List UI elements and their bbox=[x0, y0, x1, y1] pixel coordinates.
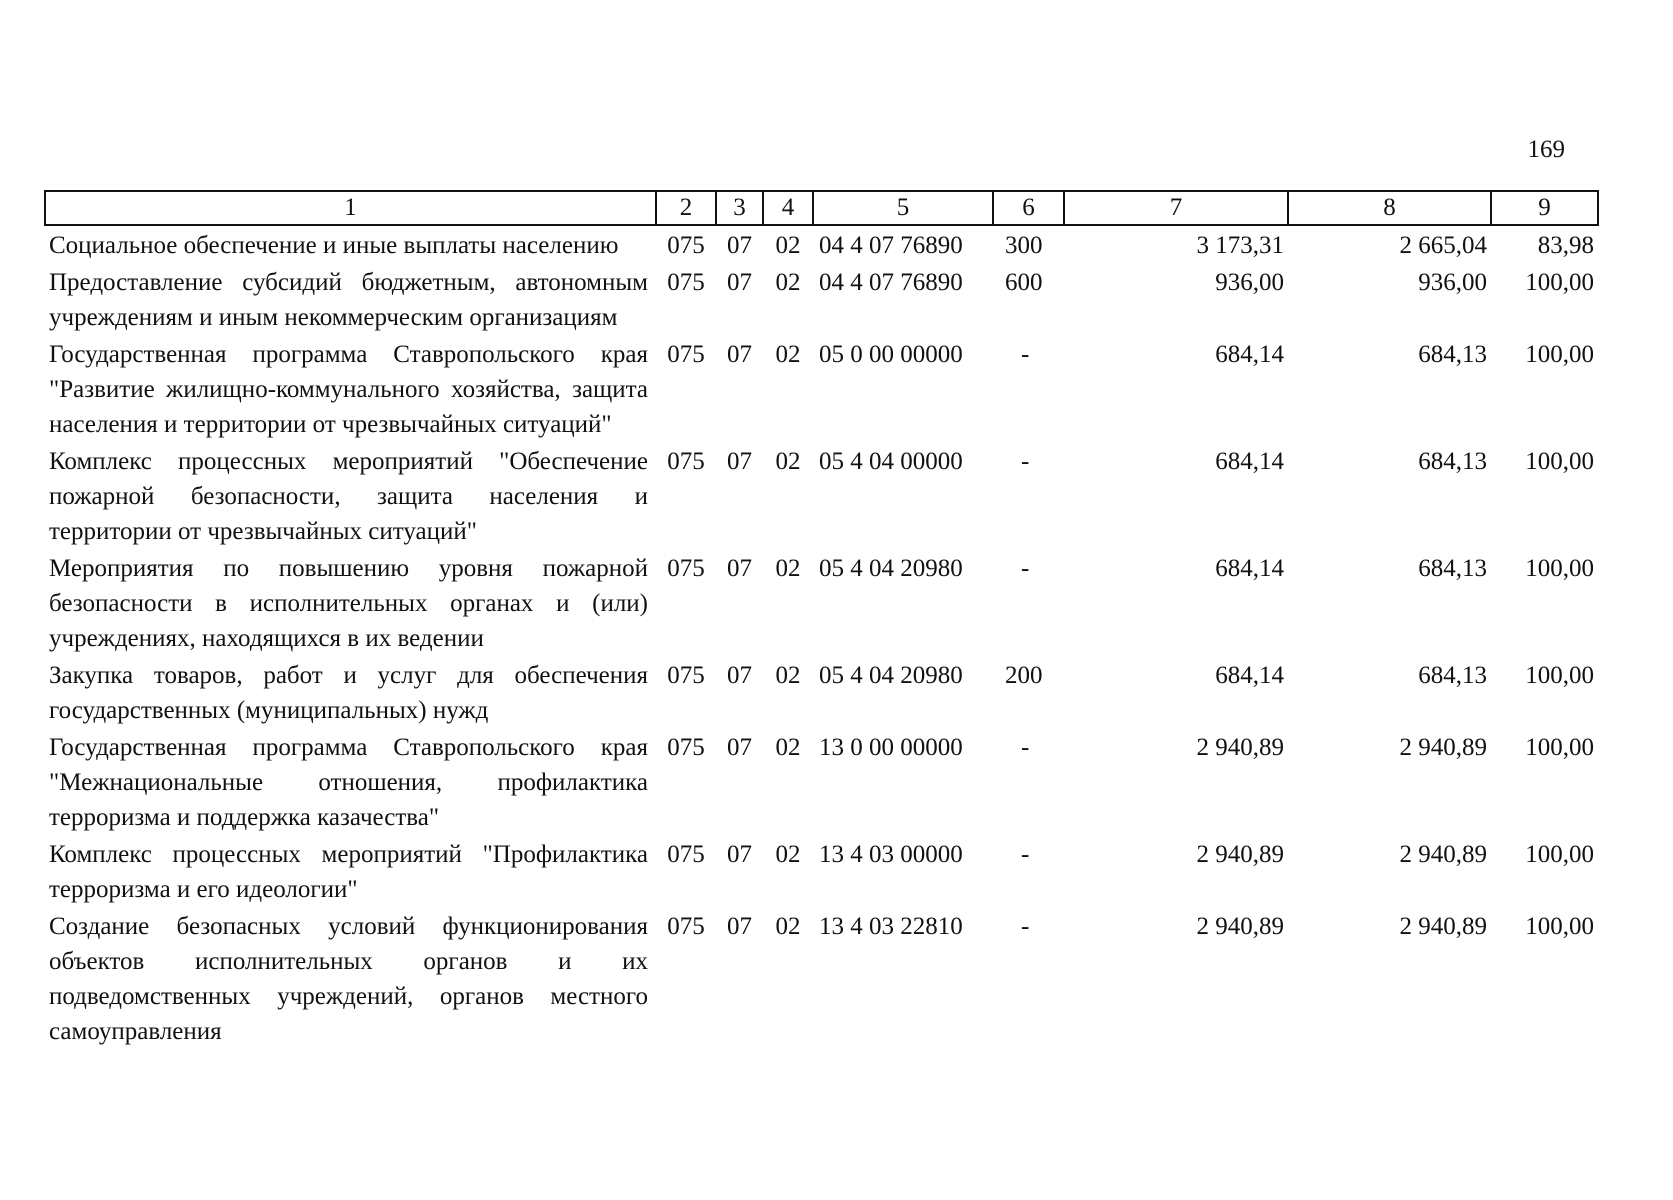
column-header: 4 bbox=[763, 191, 813, 225]
subsection-code: 02 bbox=[775, 232, 801, 259]
header-row bbox=[45, 191, 1598, 225]
budget-table bbox=[44, 190, 1599, 1049]
section-code: 07 bbox=[727, 734, 752, 761]
target-article-code: 13 0 00 00000 bbox=[819, 734, 963, 761]
target-article-code: 04 4 07 76890 bbox=[819, 269, 963, 296]
table-body bbox=[45, 225, 1598, 1049]
subsection-code: 02 bbox=[775, 841, 801, 868]
expense-type-code: - bbox=[1021, 555, 1030, 582]
execution-percent: 100,00 bbox=[1525, 734, 1594, 761]
section-code: 07 bbox=[727, 841, 752, 868]
actual-amount: 684,13 bbox=[1418, 662, 1487, 689]
column-header: 7 bbox=[1064, 191, 1288, 225]
section-code: 07 bbox=[727, 341, 752, 368]
subsection-code: 02 bbox=[775, 269, 801, 296]
section-code: 07 bbox=[727, 448, 752, 475]
plan-amount: 684,14 bbox=[1215, 662, 1284, 689]
plan-amount: 2 940,89 bbox=[1196, 734, 1284, 761]
subsection-code: 02 bbox=[775, 662, 801, 689]
execution-percent: 100,00 bbox=[1525, 662, 1594, 689]
actual-amount: 684,13 bbox=[1418, 555, 1487, 582]
row-name: Комплекс процессных мероприятий "Обеспечение пожарной безопасности, защита населения и территории от чрезвычайных ситуаций" bbox=[49, 448, 648, 545]
plan-amount: 2 940,89 bbox=[1196, 841, 1284, 868]
section-code: 07 bbox=[727, 662, 752, 689]
table-row bbox=[45, 835, 1598, 907]
column-header: 5 bbox=[813, 191, 993, 225]
table-row bbox=[45, 225, 1598, 263]
table-header bbox=[45, 191, 1598, 225]
target-article-code: 13 4 03 00000 bbox=[819, 841, 963, 868]
section-code: 07 bbox=[727, 269, 752, 296]
plan-amount: 684,14 bbox=[1215, 555, 1284, 582]
subsection-code: 02 bbox=[775, 913, 801, 940]
target-article-code: 13 4 03 22810 bbox=[819, 913, 963, 940]
plan-amount: 684,14 bbox=[1215, 341, 1284, 368]
target-article-code: 05 4 04 00000 bbox=[819, 448, 963, 475]
section-code: 07 bbox=[727, 232, 752, 259]
column-header: 6 bbox=[993, 191, 1064, 225]
row-name: Комплекс процессных мероприятий "Профилактика терроризма и его идеологии" bbox=[49, 841, 648, 903]
actual-amount: 684,13 bbox=[1418, 448, 1487, 475]
expense-type-code: 600 bbox=[1005, 269, 1043, 296]
ved-code: 075 bbox=[667, 341, 705, 368]
column-header: 9 bbox=[1491, 191, 1598, 225]
table-row bbox=[45, 263, 1598, 335]
target-article-code: 05 0 00 00000 bbox=[819, 341, 963, 368]
plan-amount: 936,00 bbox=[1215, 269, 1284, 296]
row-name: Социальное обеспечение и иные выплаты населению bbox=[49, 232, 619, 259]
column-header: 8 bbox=[1288, 191, 1491, 225]
ved-code: 075 bbox=[667, 913, 705, 940]
row-name: Государственная программа Ставропольского края "Развитие жилищно-коммунального хозяйства, защита населения и территории от чрезвычайных ситуаций" bbox=[49, 341, 648, 438]
execution-percent: 100,00 bbox=[1525, 841, 1594, 868]
table-row bbox=[45, 442, 1598, 549]
execution-percent: 100,00 bbox=[1525, 913, 1594, 940]
actual-amount: 2 940,89 bbox=[1399, 841, 1487, 868]
subsection-code: 02 bbox=[775, 448, 801, 475]
target-article-code: 05 4 04 20980 bbox=[819, 555, 963, 582]
row-name: Предоставление субсидий бюджетным, автономным учреждениям и иным некоммерческим организациям bbox=[49, 269, 648, 331]
page-number: 169 bbox=[1527, 136, 1565, 163]
execution-percent: 100,00 bbox=[1525, 269, 1594, 296]
expense-type-code: - bbox=[1021, 448, 1030, 475]
expense-type-code: 200 bbox=[1005, 662, 1043, 689]
table-row bbox=[45, 728, 1598, 835]
actual-amount: 2 665,04 bbox=[1399, 232, 1487, 259]
actual-amount: 2 940,89 bbox=[1399, 734, 1487, 761]
execution-percent: 100,00 bbox=[1525, 448, 1594, 475]
ved-code: 075 bbox=[667, 662, 705, 689]
plan-amount: 684,14 bbox=[1215, 448, 1284, 475]
table-row bbox=[45, 656, 1598, 728]
ved-code: 075 bbox=[667, 232, 705, 259]
expense-type-code: - bbox=[1021, 341, 1030, 368]
row-name: Закупка товаров, работ и услуг для обеспечения государственных (муниципальных) нужд bbox=[49, 662, 648, 724]
column-header: 2 bbox=[656, 191, 716, 225]
subsection-code: 02 bbox=[775, 734, 801, 761]
ved-code: 075 bbox=[667, 555, 705, 582]
table-row bbox=[45, 907, 1598, 1049]
expense-type-code: - bbox=[1021, 734, 1030, 761]
execution-percent: 100,00 bbox=[1525, 341, 1594, 368]
subsection-code: 02 bbox=[775, 341, 801, 368]
actual-amount: 684,13 bbox=[1418, 341, 1487, 368]
actual-amount: 2 940,89 bbox=[1399, 913, 1487, 940]
ved-code: 075 bbox=[667, 734, 705, 761]
plan-amount: 3 173,31 bbox=[1196, 232, 1284, 259]
table-row bbox=[45, 549, 1598, 656]
expense-type-code: - bbox=[1021, 841, 1030, 868]
row-name: Государственная программа Ставропольского края "Межнациональные отношения, профилактика терроризма и поддержка казачества" bbox=[49, 734, 648, 831]
ved-code: 075 bbox=[667, 841, 705, 868]
execution-percent: 100,00 bbox=[1525, 555, 1594, 582]
row-name: Создание безопасных условий функционирования объектов исполнительных органов и их подведомственных учреждений, органов местного самоуправления bbox=[49, 913, 648, 1045]
subsection-code: 02 bbox=[775, 555, 801, 582]
section-code: 07 bbox=[727, 555, 752, 582]
column-header: 3 bbox=[716, 191, 763, 225]
expense-type-code: - bbox=[1021, 913, 1030, 940]
section-code: 07 bbox=[727, 913, 752, 940]
ved-code: 075 bbox=[667, 448, 705, 475]
table-row bbox=[45, 335, 1598, 442]
plan-amount: 2 940,89 bbox=[1196, 913, 1284, 940]
column-header: 1 bbox=[45, 191, 656, 225]
target-article-code: 04 4 07 76890 bbox=[819, 232, 963, 259]
expense-type-code: 300 bbox=[1005, 232, 1043, 259]
execution-percent: 83,98 bbox=[1537, 232, 1594, 259]
ved-code: 075 bbox=[667, 269, 705, 296]
target-article-code: 05 4 04 20980 bbox=[819, 662, 963, 689]
actual-amount: 936,00 bbox=[1418, 269, 1487, 296]
row-name: Мероприятия по повышению уровня пожарной безопасности в исполнительных органах и (или) учреждениях, находящихся в их ведении bbox=[49, 555, 648, 652]
